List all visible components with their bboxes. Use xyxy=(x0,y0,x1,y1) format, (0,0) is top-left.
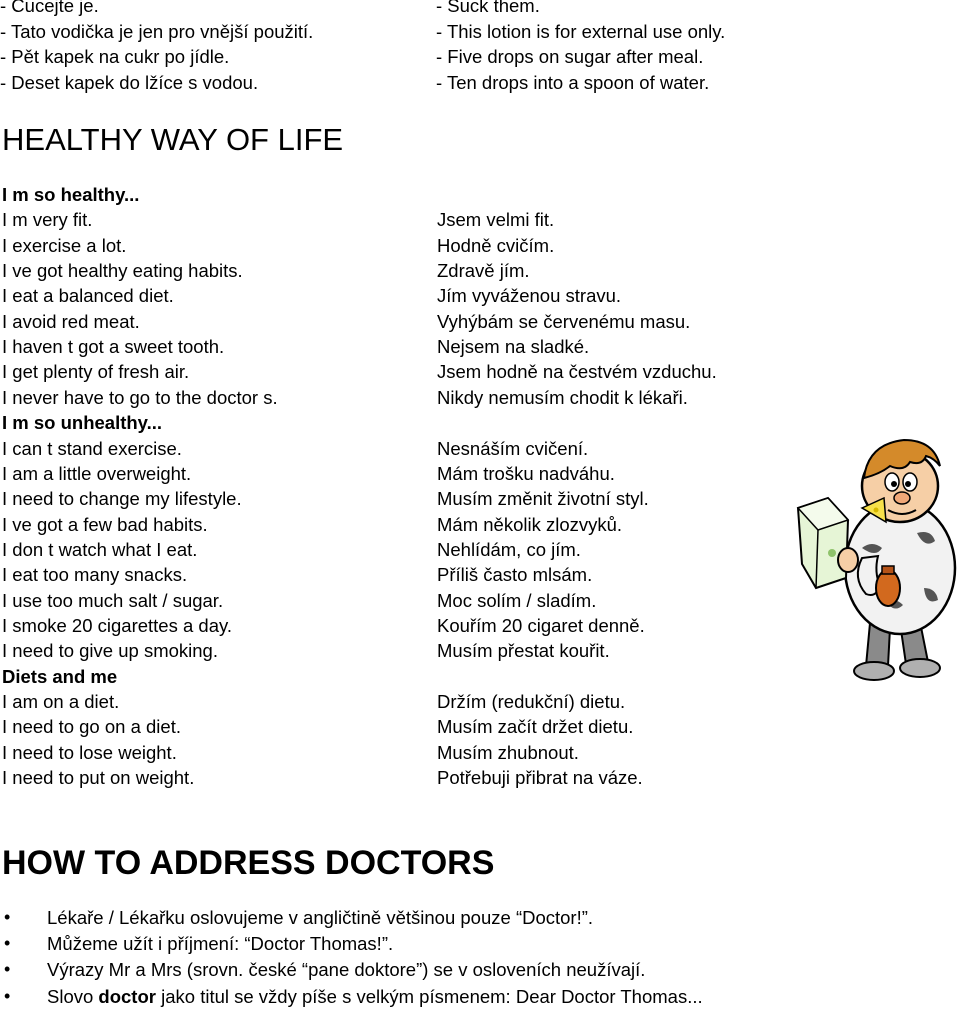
phrase-english: I ve got healthy eating habits. xyxy=(2,260,243,282)
phrase-english: I exercise a lot. xyxy=(2,234,127,256)
phrase-czech: Musím začít držet dietu. xyxy=(437,716,634,738)
phrase-english: I eat a balanced diet. xyxy=(2,285,174,307)
phrase-english: - This lotion is for external use only. xyxy=(436,20,726,42)
phrase-english: - Ten drops into a spoon of water. xyxy=(436,71,710,93)
phrase-english: I ve got a few bad habits. xyxy=(2,513,208,535)
phrase-english: I need to change my lifestyle. xyxy=(2,488,242,510)
phrase-english: I am on a diet. xyxy=(2,691,120,712)
bullet-text-4 xyxy=(47,984,703,1009)
phrase-czech: Nikdy nemusím chodit k lékaři. xyxy=(437,386,688,408)
bullet-text-3: Výrazy Mr a Mrs (srovn. české “pane doktore”) se v osloveních neužívají. xyxy=(47,959,646,980)
phrase-czech: Nejsem na sladké. xyxy=(437,336,590,358)
phrase-english: I get plenty of fresh air. xyxy=(2,361,190,383)
phrase-czech: Zdravě jím. xyxy=(437,260,530,282)
phrase-english: I m very fit. xyxy=(2,209,93,231)
phrase-czech: - Pět kapek na cukr po jídle. xyxy=(0,46,230,67)
phrase-english: I use too much salt / sugar. xyxy=(2,589,224,611)
phrase-czech: Musím přestat kouřit. xyxy=(437,640,610,662)
subheading: Diets and me xyxy=(2,665,118,687)
phrase-czech: Moc solím / sladím. xyxy=(437,589,597,611)
phrase-czech: Nehlídám, co jím. xyxy=(437,538,581,560)
phrase-english: - Suck them. xyxy=(436,0,540,16)
phrase-czech: Potřebuji přibrat na váze. xyxy=(437,767,643,789)
bullet-text-4-bold-word: doctor xyxy=(98,986,156,1007)
phrase-czech: Jím vyváženou stravu. xyxy=(437,285,622,307)
phrase-czech: Mám trošku nadváhu. xyxy=(437,462,615,484)
phrase-english: I need to give up smoking. xyxy=(2,640,218,662)
phrase-czech: Příliš často mlsám. xyxy=(437,564,593,586)
phrase-czech: Kouřím 20 cigaret denně. xyxy=(437,614,645,636)
bullet-marker: • xyxy=(4,959,11,979)
phrase-english: I don t watch what I eat. xyxy=(2,538,198,560)
bullet-marker: • xyxy=(4,933,11,953)
bullet-text-1: Lékaře / Lékařku oslovujeme v angličtině většinou pouze “Doctor!”. xyxy=(47,907,594,928)
phrase-czech: - Deset kapek do lžíce s vodou. xyxy=(0,71,259,93)
phrase-czech: Musím změnit životní styl. xyxy=(437,488,649,510)
phrase-czech: Jsem hodně na čestvém vzduchu. xyxy=(437,361,717,383)
phrase-czech: Mám několik zlozvyků. xyxy=(437,513,623,535)
phrase-czech: Musím zhubnout. xyxy=(437,741,579,763)
bullet-text-4-start: Slovo xyxy=(47,986,99,1007)
bullet-marker: • xyxy=(4,907,11,927)
bullet-marker: • xyxy=(4,986,11,1006)
phrase-english: I need to go on a diet. xyxy=(2,716,181,738)
phrase-czech: Jsem velmi fit. xyxy=(437,209,555,231)
subheading: I m so unhealthy... xyxy=(2,412,163,434)
subheading: I m so healthy... xyxy=(2,184,140,205)
phrase-english: I smoke 20 cigarettes a day. xyxy=(2,614,232,636)
phrase-english: I never have to go to the doctor s. xyxy=(2,386,278,408)
phrase-czech: Vyhýbám se červenému masu. xyxy=(437,310,691,332)
bullet-text-4-end: jako titul se vždy píše s velkým písmenem: Dear Doctor Thomas... xyxy=(155,986,703,1007)
phrase-english: - Five drops on sugar after meal. xyxy=(436,46,704,67)
overweight-man-illustration xyxy=(792,438,957,688)
phrase-english: I avoid red meat. xyxy=(2,310,140,332)
phrase-english: I eat too many snacks. xyxy=(2,564,188,586)
phrase-english: I can t stand exercise. xyxy=(2,437,182,459)
phrase-czech: - Cucejte je. xyxy=(0,0,99,16)
phrase-english: I need to put on weight. xyxy=(2,767,195,789)
phrase-english: I need to lose weight. xyxy=(2,741,177,763)
bullet-text-2: Můžeme užít i příjmení: “Doctor Thomas!”. xyxy=(47,933,394,954)
phrase-czech: Hodně cvičím. xyxy=(437,234,555,256)
phrase-czech: Držím (redukční) dietu. xyxy=(437,691,626,712)
phrase-english: I haven t got a sweet tooth. xyxy=(2,336,225,358)
phrase-english: I am a little overweight. xyxy=(2,462,192,484)
phrase-czech: Nesnáším cvičení. xyxy=(437,437,589,459)
phrase-czech: - Tato vodička je jen pro vnější použití. xyxy=(0,20,314,42)
section-title-doctors: HOW TO ADDRESS DOCTORS xyxy=(2,844,495,882)
section-title-healthy: HEALTHY WAY OF LIFE xyxy=(2,122,344,157)
